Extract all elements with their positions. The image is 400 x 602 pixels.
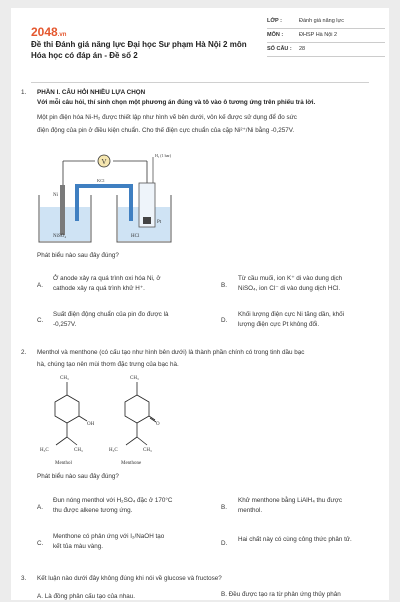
svg-text:Menthone: Menthone	[121, 461, 142, 466]
q1-option-a-letter[interactable]: A.	[37, 282, 43, 289]
menthone-structure	[109, 376, 160, 466]
site-logo[interactable]: 2048.vn	[31, 25, 67, 39]
svg-text:Menthol: Menthol	[55, 461, 72, 466]
question-number-3: 3.	[21, 575, 27, 582]
q1-option-b-letter[interactable]: B.	[221, 282, 227, 289]
svg-text:H₃C: H₃C	[40, 448, 49, 453]
q2-option-a-letter[interactable]: A.	[37, 504, 43, 511]
q2-option-a[interactable]: Đun nóng menthol với H₂SO₄ đặc ở 170°C thu được alkene tương ứng.	[53, 497, 173, 514]
q1-text-line1: Một pin điện hóa Ni-H₂ được thiết lập như hình vẽ bên dưới, vôn kế được sử dụng để đo sức	[37, 114, 297, 121]
q2-option-b-letter[interactable]: B.	[221, 504, 227, 511]
svg-text:V: V	[101, 158, 107, 166]
q1-option-b[interactable]: Từ cầu muối, ion K⁺ di vào dung dịch NiSO₄, ion Cl⁻ di vào dung dịch HCl.	[238, 275, 343, 292]
q1-text-line2: điện động của pin ở điều kiện chuẩn. Cho thế điện cực chuẩn của cặp Ni²⁺/Ni bằng -0,257V.	[37, 127, 295, 134]
menthol-structure	[40, 376, 95, 466]
svg-text:CH₃: CH₃	[143, 448, 152, 453]
q2-option-d[interactable]: Hai chất này có cùng công thức phân tử.	[238, 536, 352, 543]
svg-text:H₃C: H₃C	[109, 448, 118, 453]
ni-electrode	[60, 185, 65, 235]
q1-prompt: Phát biểu nào sau đây đúng?	[37, 252, 119, 259]
q2-option-c-letter[interactable]: C.	[37, 540, 44, 547]
svg-text:OH: OH	[87, 422, 95, 427]
q1-option-d[interactable]: Khối lượng điện cực Ni tăng dần, khối lượng điện cực Pt không đổi.	[238, 311, 345, 328]
svg-text:KCl: KCl	[97, 178, 105, 183]
svg-text:CH₃: CH₃	[130, 376, 139, 381]
q1-option-d-letter[interactable]: D.	[221, 317, 228, 324]
q1-option-c[interactable]: Suất điện động chuẩn của pin đo được là -0,257V.	[53, 311, 169, 328]
q2-option-c[interactable]: Menthone có phản ứng với I₂/NaOH tạo kết tủa màu vàng.	[53, 533, 165, 550]
svg-text:CH₃: CH₃	[60, 376, 69, 381]
document-page	[11, 8, 389, 600]
q3-option-b[interactable]: B. Đều được tạo ra từ phản ứng thủy phân	[221, 591, 341, 598]
meta-subject: MÔN : ĐHSP Hà Nội 2	[267, 32, 337, 38]
q3-option-a[interactable]: A. Là đồng phân cấu tạo của nhau.	[37, 593, 136, 600]
q2-option-d-letter[interactable]: D.	[221, 540, 228, 547]
section-instruction: Với mỗi câu hỏi, thí sinh chọn một phương án đúng và tô vào ô tương ứng trên phiếu trả lời.	[37, 99, 316, 106]
svg-text:NiSO₄: NiSO₄	[53, 234, 67, 239]
menthol-structures	[37, 371, 187, 471]
svg-text:Pt: Pt	[157, 220, 162, 225]
galvanic-cell-figure	[37, 145, 182, 245]
meta-class: LỚP : Đánh giá năng lực	[267, 18, 344, 24]
svg-text:O: O	[156, 422, 160, 427]
q1-option-a[interactable]: Ở anode xảy ra quá trình oxi hóa Ni, ở cathode xảy ra quá trình khử H⁺.	[53, 275, 161, 292]
q2-prompt: Phát biểu nào sau đây đúng?	[37, 473, 119, 480]
q2-text-line2: hà, chúng tạo nên mùi thơm đặc trưng của bạc hà.	[37, 361, 179, 368]
svg-text:HCl: HCl	[131, 234, 140, 239]
exam-title: Đề thi Đánh giá năng lực Đại học Sư phạm Hà Nội 2 môn Hóa học có đáp án - Đề số 2	[31, 40, 247, 60]
question-number-1: 1.	[21, 89, 27, 96]
section-heading: PHẦN I. CÂU HỎI NHIỀU LỰA CHỌN	[37, 89, 146, 96]
q2-option-b[interactable]: Khử menthone bằng LiAlH₄ thu được menthol.	[238, 497, 343, 514]
question-number-2: 2.	[21, 349, 27, 356]
pt-electrode	[143, 217, 151, 224]
svg-text:Ni: Ni	[53, 193, 58, 198]
q3-text: Kết luận nào dưới đây không đúng khi nói về glucose và fructose?	[37, 575, 222, 582]
svg-text:H₂ (1 bar): H₂ (1 bar)	[155, 153, 172, 158]
header-divider	[31, 82, 369, 83]
svg-text:CH₃: CH₃	[74, 448, 83, 453]
q2-text-line1: Menthol và menthone (có cấu tạo như hình bên dưới) là thành phần chính có trong tinh dầu bạc	[37, 349, 305, 356]
meta-count: SỐ CÂU : 28	[267, 46, 305, 52]
q1-option-c-letter[interactable]: C.	[37, 317, 44, 324]
